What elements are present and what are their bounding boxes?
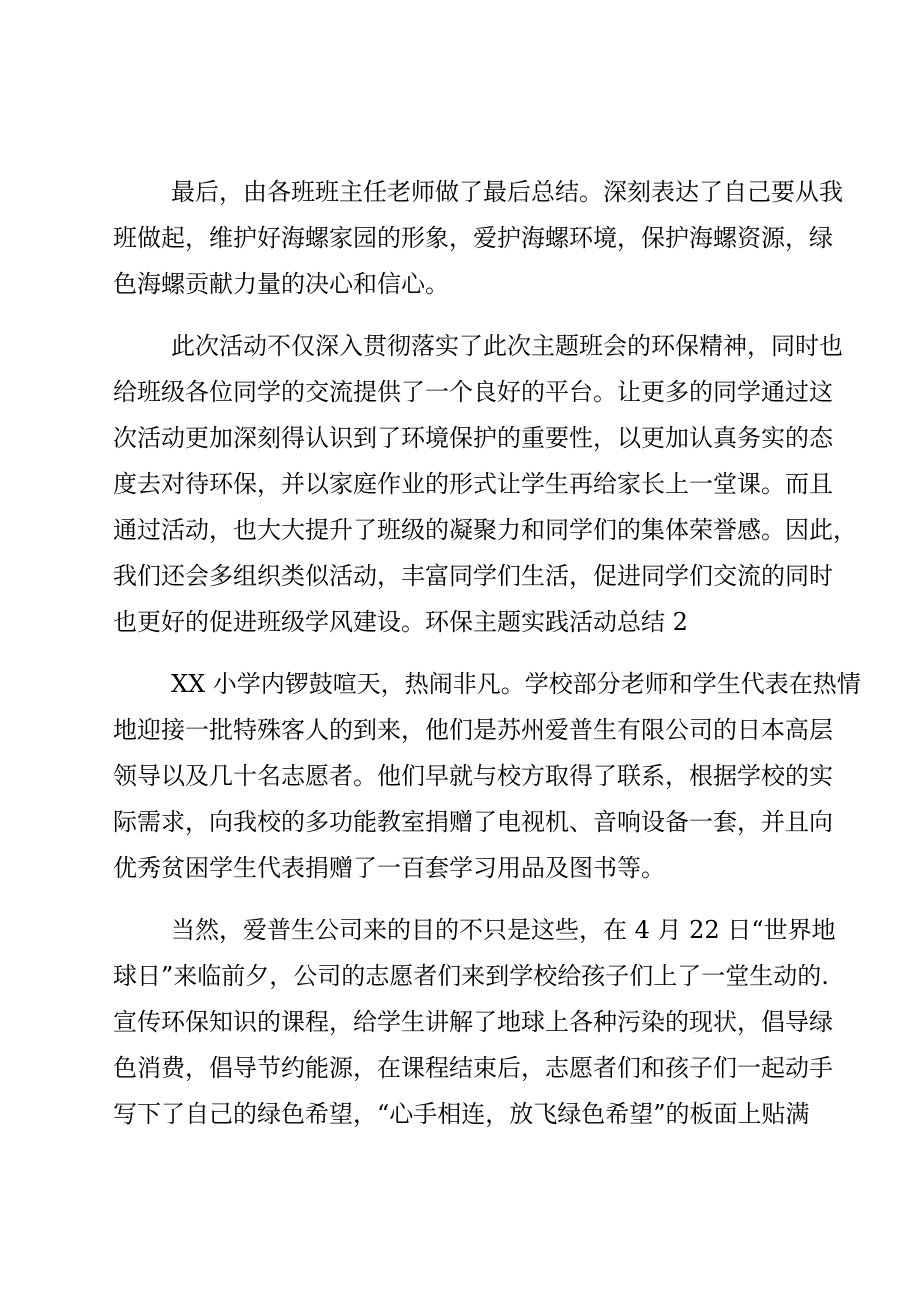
- paragraph-line: 通过活动，也大大提升了班级的凝聚力和同学们的集体荣誉感。因此，: [113, 516, 857, 544]
- paragraph-line: 宣传环保知识的课程，给学生讲解了地球上各种污染的现状，倡导绿: [113, 1008, 833, 1036]
- paragraph-line: 也更好的促进班级学风建设。环保主题实践活动总结 2: [113, 608, 688, 636]
- document-body: [0, 169, 920, 1153]
- paragraph-line: 当然，爱普生公司来的目的不只是这些，在 4 月 22 日“世界地: [171, 916, 836, 944]
- paragraph-line: 此次活动不仅深入贯彻落实了此次主题班会的环保精神，同时也: [171, 332, 843, 360]
- paragraph-line: 领导以及几十名志愿者。他们早就与校方取得了联系，根据学校的实: [113, 762, 833, 790]
- paragraph-line: 最后，由各班班主任老师做了最后总结。深刻表达了自己要从我: [171, 178, 843, 206]
- paragraph-line: 优秀贫困学生代表捐赠了一百套学习用品及图书等。: [113, 854, 665, 882]
- paragraph-line: 地迎接一批特殊客人的到来，他们是苏州爱普生有限公司的日本高层: [113, 716, 833, 744]
- paragraph-line: 次活动更加深刻得认识到了环境保护的重要性，以更加认真务实的态: [113, 424, 833, 452]
- paragraph-line: 色海螺贡献力量的决心和信心。: [113, 270, 449, 298]
- paragraph-line: 球日”来临前夕，公司的志愿者们来到学校给孩子们上了一堂生动的.: [113, 962, 829, 990]
- paragraph-line: 际需求，向我校的多功能教室捐赠了电视机、音响设备一套，并且向: [113, 808, 833, 836]
- paragraph-summary: [0, 169, 920, 307]
- paragraph-line: 写下了自己的绿色希望，“心手相连，放飞绿色希望”的板面上贴满: [113, 1100, 810, 1128]
- paragraph-line: 给班级各位同学的交流提供了一个良好的平台。让更多的同学通过这: [113, 378, 833, 406]
- paragraph-line: 我们还会多组织类似活动，丰富同学们生活，促进同学们交流的同时: [113, 562, 833, 590]
- paragraph-line: 度去对待环保，并以家庭作业的形式让学生再给家长上一堂课。而且: [113, 470, 833, 498]
- paragraph-activity-impact: [0, 323, 920, 645]
- paragraph-earth-day: [0, 907, 920, 1137]
- paragraph-line: 色消费，倡导节约能源，在课程结束后，志愿者们和孩子们一起动手: [113, 1054, 833, 1082]
- paragraph-line: XX 小学内锣鼓喧天，热闹非凡。学校部分老师和学生代表在热情: [171, 670, 861, 698]
- paragraph-line: 班做起，维护好海螺家园的形象，爱护海螺环境，保护海螺资源，绿: [113, 224, 833, 252]
- paragraph-school-visit: [0, 661, 920, 891]
